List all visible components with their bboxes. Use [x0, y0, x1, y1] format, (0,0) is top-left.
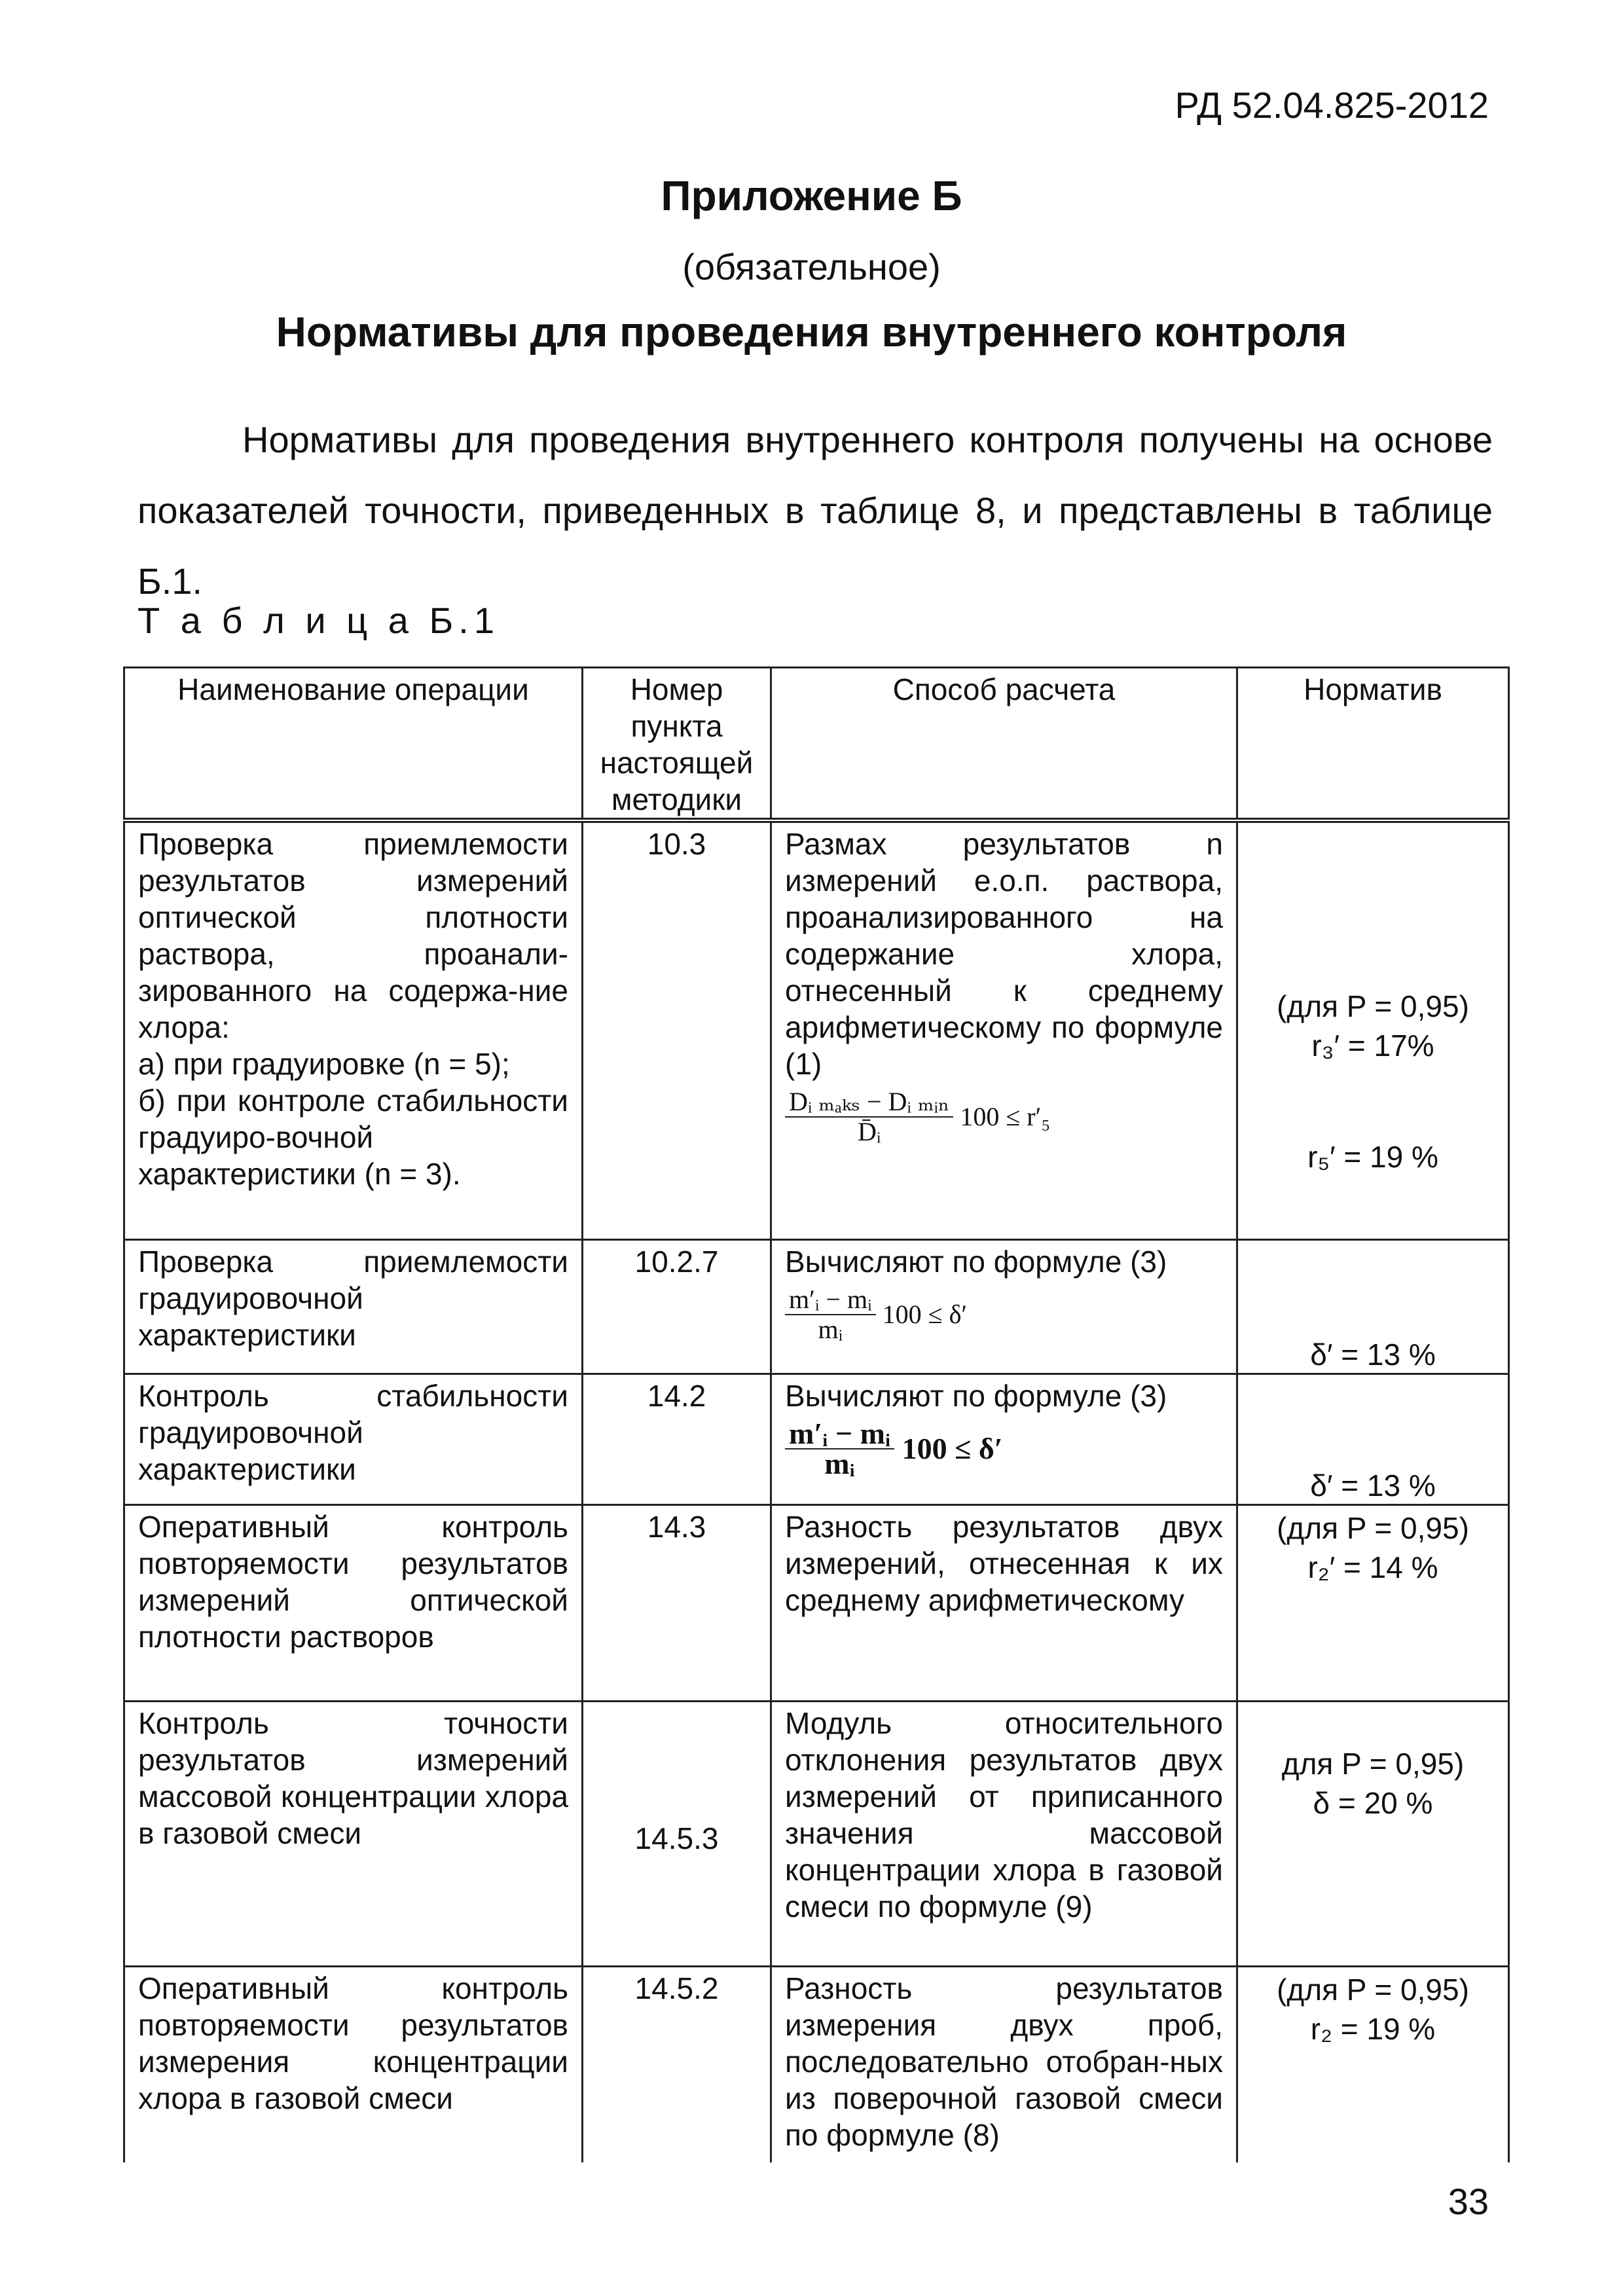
operation-text: Контроль точности результатов измерений массовой концентрации хлора в газовой смеси [124, 1701, 583, 1966]
table-caption: Т а б л и ц а Б.1 [137, 600, 500, 641]
formula-numerator: m′ᵢ − mᵢ [785, 1419, 894, 1449]
header-method: Способ расчета [771, 668, 1237, 821]
norm-value: δ = 20 % [1313, 1785, 1433, 1820]
formula-fraction [785, 1087, 953, 1146]
norm-confidence: (для P = 0,95) [1277, 1510, 1469, 1545]
table-row [124, 1239, 1509, 1374]
norm-confidence: (для P = 0,95) [1277, 989, 1469, 1023]
norm-value: δ′ = 13 % [1237, 1239, 1509, 1374]
method-text: Вычисляют по формуле (3) [785, 1244, 1167, 1279]
formula-numerator: Dᵢ ₘₐₖₛ − Dᵢ ₘᵢₙ [785, 1087, 953, 1118]
operation-text: Проверка приемлемости результатов измерений оптической плотности раствора, проанали-зированного на содержа-ние хлора: [138, 827, 568, 1044]
intro-paragraph: Нормативы для проведения внутреннего контроля получены на основе показателей точности, приведенных в таблице 8, и представлены в таблице Б.1. [137, 419, 1493, 602]
formula-denominator: D̄ᵢ [857, 1117, 881, 1146]
norms-table [123, 666, 1510, 2162]
formula-tail: 100 ≤ δ′ [882, 1299, 968, 1329]
method-text: Вычисляют по формуле (3) [785, 1378, 1167, 1413]
formula-tail: 100 ≤ δ′ [902, 1431, 1003, 1465]
section-title: Нормативы для проведения внутреннего контроля [276, 308, 1347, 355]
operation-case-a: а) при градуировке (n = 5); [138, 1047, 510, 1081]
item-number: 14.5.2 [583, 1966, 771, 2162]
header-norm: Норматив [1237, 668, 1509, 821]
stability-formula [785, 1416, 1223, 1480]
method-cell [771, 820, 1237, 1239]
norm-value-a: r₃′ = 17% [1311, 1029, 1434, 1063]
norm-value: δ′ = 13 % [1237, 1374, 1509, 1504]
norm-value: r₂ = 19 % [1310, 2011, 1436, 2046]
operation-cell [124, 820, 583, 1239]
document-number: РД 52.04.825-2012 [1175, 84, 1489, 126]
page-number: 33 [1448, 2181, 1489, 2222]
table-row [124, 820, 1509, 1239]
method-text: Модуль относительного отклонения результатов двух измерений от приписанного значения массовой концентрации хлора в газовой смеси по формуле (9) [771, 1701, 1237, 1966]
norm-cell [1237, 1966, 1509, 2162]
appendix-status: (обязательное) [682, 246, 941, 287]
item-number: 10.2.7 [583, 1239, 771, 1374]
method-text: Разность результатов двух измерений, отнесенная к их среднему арифметическому [771, 1504, 1237, 1701]
table-row [124, 1966, 1509, 2162]
formula-denominator: mᵢ [818, 1314, 843, 1344]
operation-text: Оперативный контроль повторяемости результатов измерения концентрации хлора в газовой смеси [124, 1966, 583, 2162]
method-cell [771, 1374, 1237, 1504]
norm-value: r₂′ = 14 % [1307, 1550, 1438, 1584]
table-header-row [124, 668, 1509, 821]
method-text: Размах результатов n измерений е.о.п. раствора, проанализированного на содержание хлора, отнесенный к среднему арифметическому по формуле (1) [785, 827, 1223, 1081]
formula-fraction [785, 1285, 876, 1344]
norm-cell [1237, 1701, 1509, 1966]
item-number: 14.5.3 [583, 1701, 771, 1966]
formula-numerator: m′ᵢ − mᵢ [785, 1285, 876, 1315]
norm-confidence: (для P = 0,95) [1277, 1972, 1469, 2007]
norm-value-b: r₅′ = 19 % [1307, 1140, 1438, 1174]
item-number: 14.3 [583, 1504, 771, 1701]
norm-cell [1237, 1504, 1509, 1701]
operation-text: Проверка приемлемости градуировочной характеристики [124, 1239, 583, 1374]
method-cell [771, 1239, 1237, 1374]
table-row [124, 1374, 1509, 1504]
formula-fraction [785, 1416, 894, 1480]
operation-text: Контроль стабильности градуировочной характеристики [124, 1374, 583, 1504]
calibration-formula [785, 1285, 1223, 1344]
appendix-title: Приложение Б [661, 172, 962, 219]
norm-cell [1237, 820, 1509, 1239]
norm-confidence: для P = 0,95) [1281, 1746, 1465, 1781]
range-formula [785, 1087, 1223, 1146]
method-text: Разность результатов измерения двух проб, последовательно отобран-ных из поверочной газовой смеси по формуле (8) [771, 1966, 1237, 2162]
operation-case-b: б) при контроле стабильности градуиро-вочной характеристики (n = 3). [138, 1084, 568, 1191]
operation-text: Оперативный контроль повторяемости результатов измерений оптической плотности растворов [124, 1504, 583, 1701]
header-item: Номер пункта настоящей методики [583, 668, 771, 821]
header-name: Наименование операции [124, 668, 583, 821]
table-row [124, 1504, 1509, 1701]
item-number: 14.2 [583, 1374, 771, 1504]
formula-tail: 100 ≤ r′₅ [960, 1102, 1051, 1131]
table-row [124, 1701, 1509, 1966]
item-number: 10.3 [583, 820, 771, 1239]
formula-denominator: mᵢ [824, 1446, 855, 1480]
